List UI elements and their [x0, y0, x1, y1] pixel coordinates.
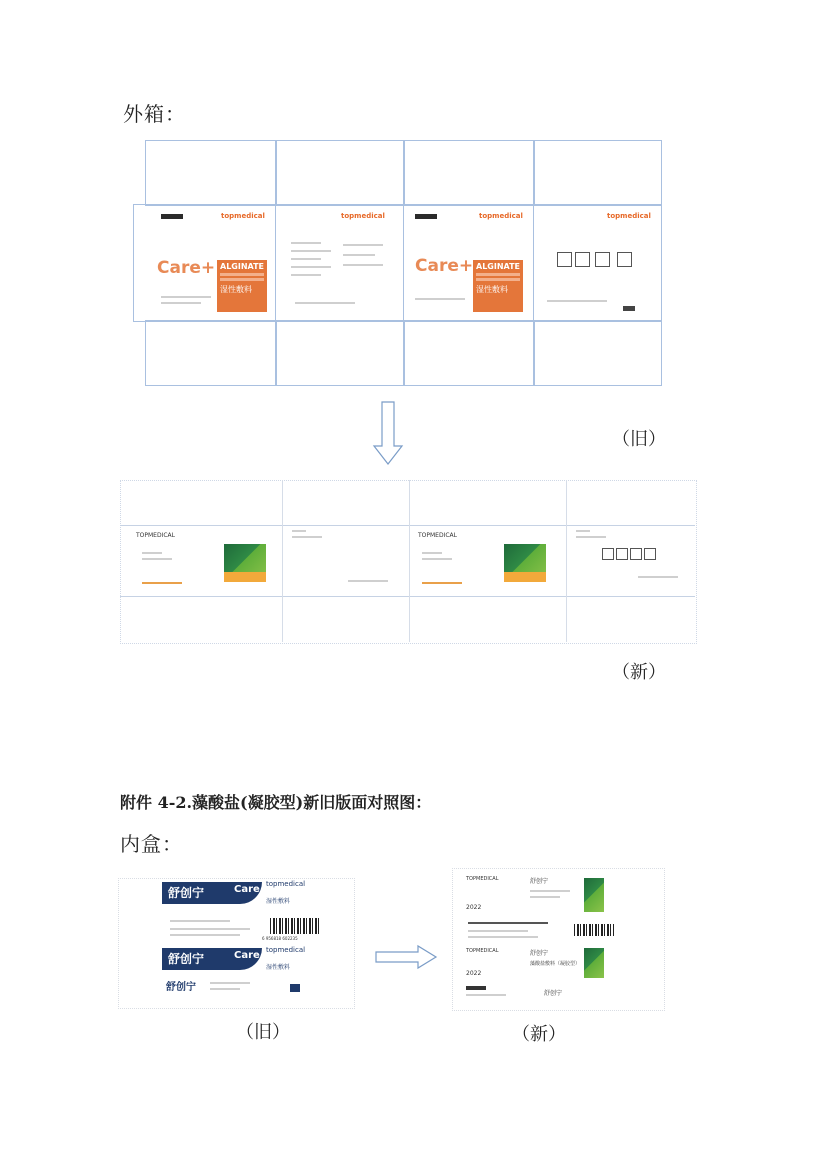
old-label-outer: （旧） — [612, 429, 666, 450]
new-inner-front-panel-1: TOPMEDICAL 舒创宁 2022 — [464, 874, 614, 914]
green-product-tile — [224, 544, 266, 582]
old-outer-box-dieline — [133, 140, 661, 385]
new-outer-front-panel-2: TOPMEDICAL — [416, 530, 562, 592]
attachment-heading: 附件 4-2.藻酸盐(凝胶型)新旧版面对照图： — [120, 793, 432, 812]
new-outer-side-panel-1 — [288, 530, 404, 592]
barcode-new — [574, 924, 614, 936]
new-label-inner: （新） — [512, 1024, 566, 1045]
new-inner-front-panel-2: TOPMEDICAL 舒创宁 藻酸盐敷料（凝胶型） 2022 — [466, 948, 581, 977]
old-inner-front-panel-1: 舒创宁 Care topmedical 湿性敷料 — [162, 880, 322, 910]
old-inner-box-dieline — [118, 878, 354, 1008]
old-outer-front-panel-1: topmedical Care+ ALGINATE 湿性敷料 — [161, 214, 267, 314]
product-orange-block: ALGINATE 湿性敷料 — [217, 260, 267, 312]
new-inner-side-panel: 舒创宁 — [464, 984, 614, 1006]
new-label-outer: （新） — [612, 662, 666, 683]
down-arrow-icon — [372, 400, 404, 468]
care-plus-logo: Care+ — [157, 258, 216, 278]
new-inner-back-panel — [464, 918, 614, 944]
old-inner-front-panel-2: 舒创宁 Care topmedical 湿性敷料 — [162, 946, 322, 976]
old-inner-side-panel: 舒创宁 — [162, 978, 322, 1004]
old-outer-front-panel-2: topmedical Care+ ALGINATE 湿性敷料 — [415, 214, 525, 314]
new-outer-box-dieline — [120, 480, 696, 643]
old-outer-side-panel-2: topmedical — [543, 214, 655, 314]
outer-box-heading: 外箱： — [123, 102, 186, 126]
old-outer-side-panel-1: topmedical — [285, 214, 395, 314]
new-outer-front-panel-1: TOPMEDICAL — [132, 530, 278, 592]
inner-box-heading: 内盒： — [120, 832, 183, 856]
old-inner-back-panel: 6 956818 602235 — [162, 914, 322, 944]
barcode — [270, 918, 320, 934]
new-outer-side-panel-2 — [572, 530, 690, 592]
new-inner-box-dieline — [452, 868, 664, 1010]
old-label-inner: （旧） — [236, 1022, 290, 1043]
right-arrow-icon — [374, 944, 438, 970]
